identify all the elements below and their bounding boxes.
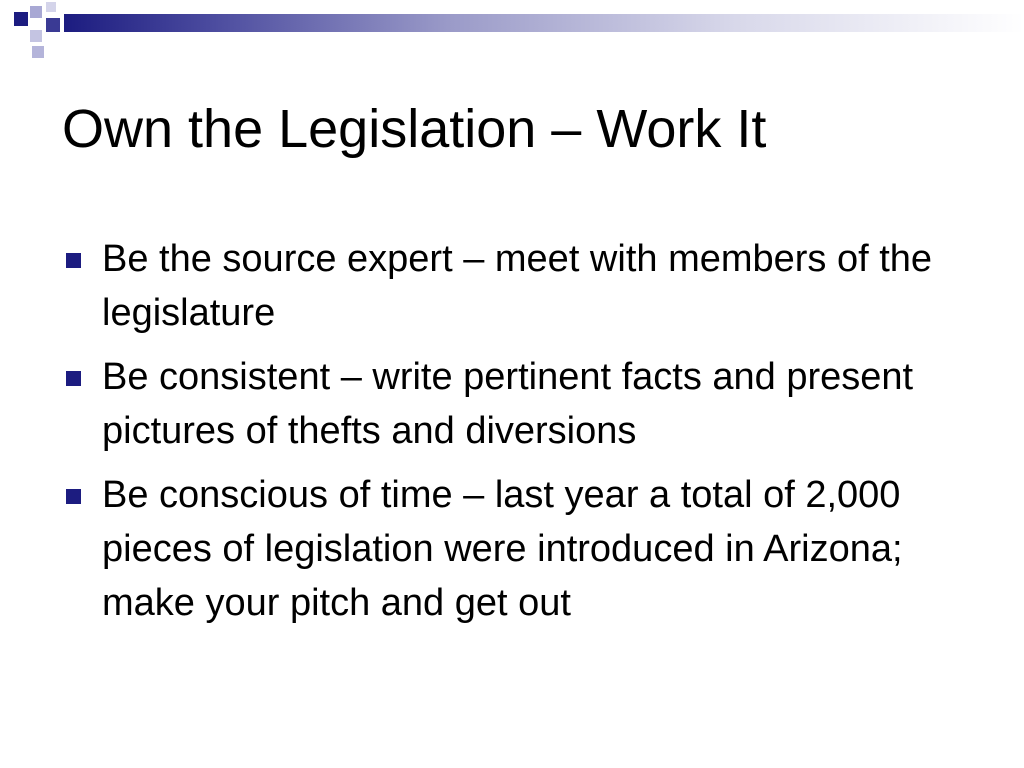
- bullet-text: Be consistent – write pertinent facts and present pictures of thefts and diversions: [102, 356, 914, 452]
- header-gradient-bar: [64, 14, 1024, 32]
- bullet-text: Be conscious of time – last year a total of 2,000 pieces of legislation were introduced in Arizona; make your pitch and get out: [102, 474, 903, 624]
- header-square-dark-1: [14, 12, 28, 26]
- square-bullet-icon: [66, 371, 81, 386]
- header-square-light-2: [30, 30, 42, 42]
- slide-title: Own the Legislation – Work It: [62, 99, 767, 159]
- header-square-light-3: [46, 2, 56, 12]
- header-decoration: [0, 0, 1024, 60]
- square-bullet-icon: [66, 253, 81, 268]
- square-bullet-icon: [66, 489, 81, 504]
- bullet-list: [62, 232, 982, 640]
- bullet-item: [62, 232, 982, 340]
- header-square-dark-2: [46, 18, 60, 32]
- bullet-item: [62, 350, 982, 458]
- bullet-item: [62, 468, 982, 630]
- header-square-light-4: [32, 46, 44, 58]
- header-square-light-1: [30, 6, 42, 18]
- bullet-text: Be the source expert – meet with members of the legislature: [102, 238, 933, 334]
